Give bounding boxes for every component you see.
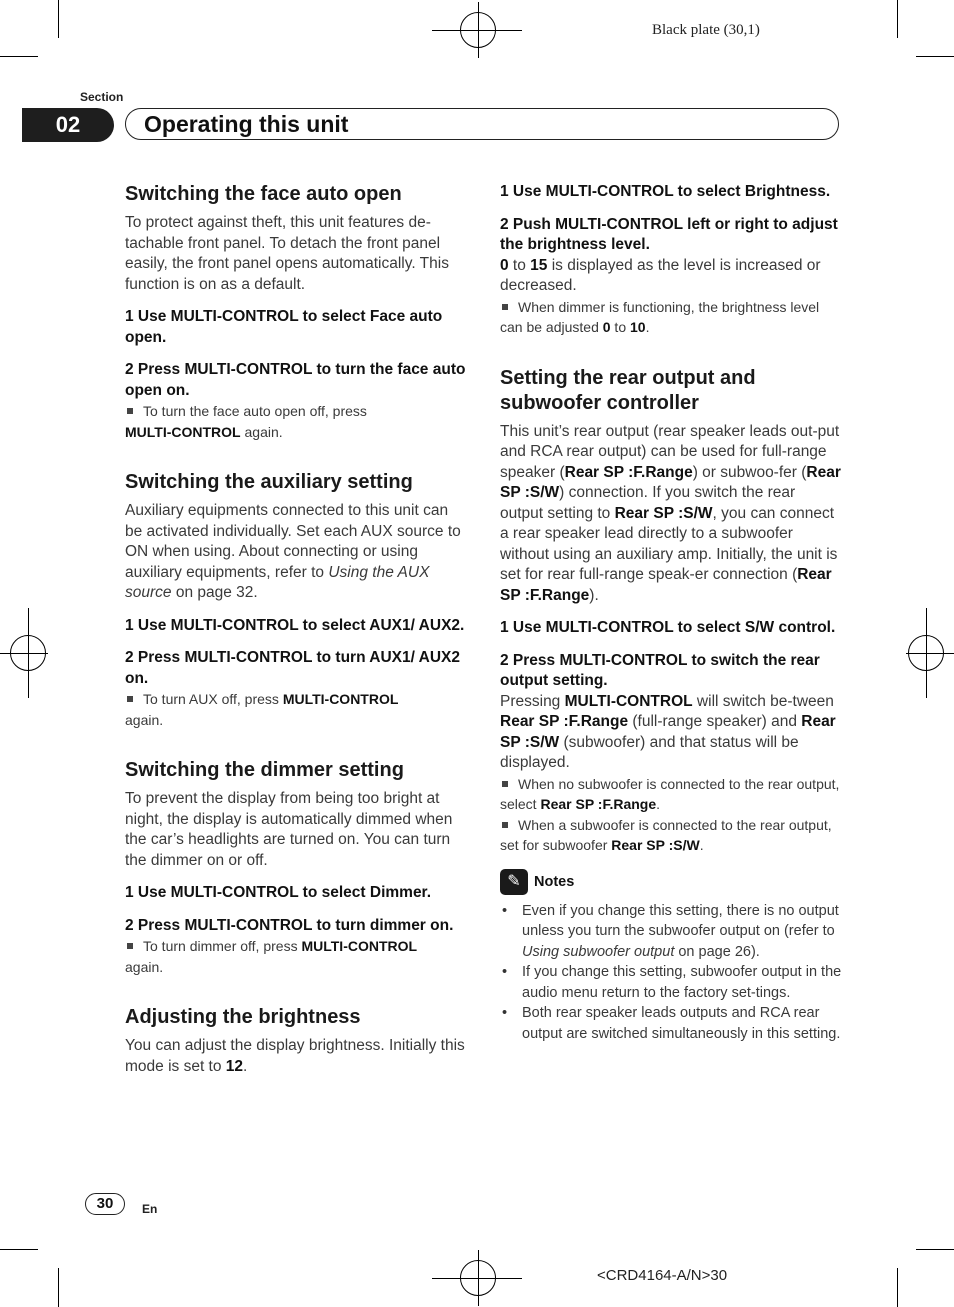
right-column [500,182,842,1044]
dimmer-body: To prevent the display from being too bright at night, the display is automatically dimmed when the car’s headlights are turned on. You can turn the dimmer on or off. [125,790,453,869]
bullet-square-icon [127,943,133,949]
plate-label: Black plate (30,1) [652,22,760,38]
notes-pencil-icon: ✎ [500,869,528,895]
registration-line [906,653,954,654]
notes-list [500,901,842,1045]
dimmer-step-2: 2 Press MULTI-CONTROL to turn dimmer on. [125,916,454,934]
page-number: 30 [85,1193,125,1215]
face-note: To turn the face auto open off, press MULTI-CONTROL again. [125,403,367,440]
rear-note-1: When no subwoofer is connected to the rear output, select Rear SP :F.Range. [500,775,840,812]
face-body: To protect against theft, this unit features de-tachable front panel. To detach the front panel easily, the front panel opens automatically. This function is on as a default. [125,214,449,293]
notes-item: • Even if you change this setting, there is no output unless you turn the subwoofer output on (refer to Using subwoofer output on page 26). [500,901,842,963]
notes-item: • Both rear speaker leads outputs and RCA rear output are switched simultaneously in this setting. [500,1003,842,1044]
rear-step-1: 1 Use MULTI-CONTROL to select S/W control. [500,619,836,636]
dimmer-step-1: 1 Use MULTI-CONTROL to select Dimmer. [125,884,432,901]
heading-rear-output: Setting the rear output and subwoofer controller [500,366,756,414]
aux-step-2: 2 Press MULTI-CONTROL to turn AUX1/ AUX2 on. [125,649,461,687]
bullet-square-icon [127,696,133,702]
rear-step-2: 2 Press MULTI-CONTROL to switch the rear output setting. [500,651,820,689]
notes-header [500,869,842,895]
registration-line [432,1278,522,1279]
bullet-square-icon [502,822,508,828]
brightness-step-2: 2 Push MULTI-CONTROL left or right to adjust the brightness level. [500,215,838,253]
face-step-1: 1 Use MULTI-CONTROL to select Face auto open. [125,308,443,346]
rear-note-2: When a subwoofer is connected to the rear output, set for subwoofer Rear SP :S/W. [500,816,832,853]
dimmer-note: To turn dimmer off, press MULTI-CONTROL again. [125,938,418,975]
rear-switch-text: Pressing MULTI-CONTROL will switch be-tween Rear SP :F.Range (full-range speaker) and Rear SP :S/W (subwoofer) and that status will be displayed. [500,692,836,771]
crop-mark [897,1268,898,1307]
heading-face-auto-open: Switching the face auto open [125,183,402,205]
crop-mark [58,0,59,38]
brightness-note: When dimmer is functioning, the brightness level can be adjusted 0 to 10. [500,298,820,335]
face-step-2: 2 Press MULTI-CONTROL to turn the face auto open on. [125,361,466,399]
aux-body: Auxiliary equipments connected to this unit can be activated individually. Set each AUX source to ON when using. About connecting or using auxiliary equipments, refer to Using the AUX source on page 32. [125,502,461,601]
registration-line [0,653,48,654]
left-column [125,182,467,1077]
crop-mark [58,1268,59,1307]
section-number: 02 [22,108,114,142]
bullet-square-icon [127,408,133,414]
heading-brightness: Adjusting the brightness [125,1006,361,1028]
registration-line [28,608,29,698]
crop-mark [0,56,38,57]
brightness-range: 0 to 15 is displayed as the level is increased or decreased. [500,256,821,294]
section-title-box [125,108,839,140]
brightness-step-1: 1 Use MULTI-CONTROL to select Brightness. [500,183,831,200]
section-title: Operating this unit [144,111,349,137]
rear-body: This unit’s rear output (rear speaker leads out-put and RCA rear output) can be used for full-range speaker (Rear SP :F.Range) or subwoo-fer (Rear SP :S/W) connection. If you switch the rear output setting to Rear SP :S/W, you can connect a rear speaker lead directly to a subwoofer without using an auxiliary amp. Initially, the unit is set for rear full-range speak-er connection (Rear SP :F.Range). [500,422,841,604]
crop-mark [916,56,954,57]
registration-line [478,2,479,58]
registration-line [432,30,522,31]
bullet-square-icon [502,781,508,787]
crop-mark [897,0,898,38]
aux-step-1: 1 Use MULTI-CONTROL to select AUX1/ AUX2. [125,616,465,634]
language-label: En [142,1202,158,1216]
registration-line [926,608,927,698]
document-code: <CRD4164-A/N>30 [597,1267,728,1284]
section-label: Section [80,90,124,104]
registration-line [478,1250,479,1306]
brightness-body: You can adjust the display brightness. Initially this mode is set to 12. [125,1037,465,1075]
crop-mark [916,1249,954,1250]
aux-note: To turn AUX off, press MULTI-CONTROL again. [125,691,399,728]
heading-dimmer: Switching the dimmer setting [125,759,404,781]
notes-item: • If you change this setting, subwoofer output in the audio menu return to the factory set-tings. [500,962,842,1003]
bullet-square-icon [502,304,508,310]
crop-mark [0,1249,38,1250]
notes-title: Notes [534,873,575,890]
heading-auxiliary: Switching the auxiliary setting [125,471,413,493]
